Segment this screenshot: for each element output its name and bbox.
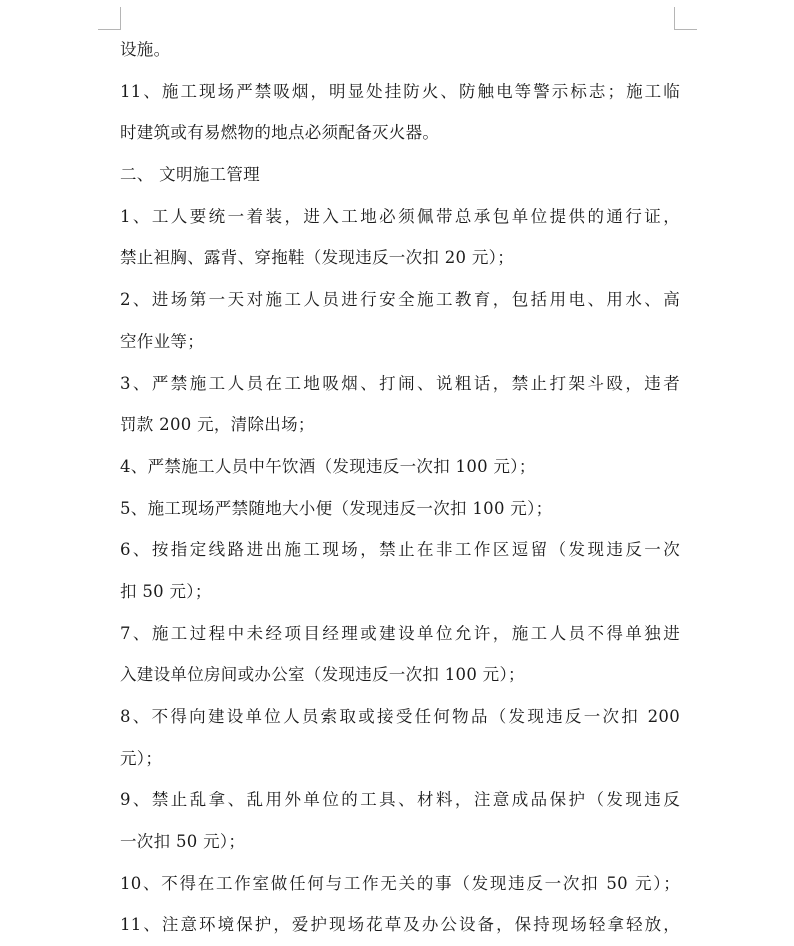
text-line: 空作业等；	[120, 331, 204, 351]
text-line: 1、工人要统一着装，进入工地必须佩带总承包单位提供的通行证，	[120, 206, 680, 226]
text-line: 2、进场第一天对施工人员进行安全施工教育，包括用电、用水、高	[120, 290, 680, 310]
text-line: 时建筑或有易燃物的地点必须配备灭火器。	[120, 123, 440, 143]
text-line: 6、按指定线路进出施工现场，禁止在非工作区逗留（发现违反一次	[120, 540, 680, 560]
text-line: 罚款 200 元，清除出场；	[120, 415, 315, 435]
text-line: 8、不得向建设单位人员索取或接受任何物品（发现违反一次扣 200	[120, 707, 680, 726]
margin-corner-mark-top-right	[674, 7, 697, 30]
text-line: 入建设单位房间或办公室（发现违反一次扣 100 元）；	[120, 665, 525, 685]
text-line: 9、禁止乱拿、乱用外单位的工具、材料，注意成品保护（发现违反	[120, 790, 680, 810]
text-line: 设施。	[120, 40, 171, 59]
document-body	[120, 29, 680, 946]
text-line: 一次扣 50 元）；	[120, 832, 246, 852]
text-line: 4、严禁施工人员中午饮酒（发现违反一次扣 100 元）；	[120, 456, 536, 476]
text-line: 扣 50 元）；	[120, 581, 212, 601]
text-line: 11、注意环境保护，爱护现场花草及办公设备，保持现场轻拿轻放，	[120, 915, 680, 935]
text-line: 11、施工现场严禁吸烟，明显处挂防火、防触电等警示标志；施工临	[120, 81, 680, 101]
margin-corner-mark-top-left	[98, 7, 121, 30]
text-line: 7、施工过程中未经项目经理或建设单位允许，施工人员不得单独进	[120, 623, 680, 643]
text-line: 10、不得在工作室做任何与工作无关的事（发现违反一次扣 50 元）；	[120, 873, 680, 893]
text-line: 5、施工现场严禁随地大小便（发现违反一次扣 100 元）；	[120, 498, 553, 518]
text-line: 二、 文明施工管理	[120, 165, 260, 185]
text-line: 3、严禁施工人员在工地吸烟、打闹、说粗话，禁止打架斗殴，违者	[120, 373, 680, 393]
text-line: 禁止袒胸、露背、穿拖鞋（发现违反一次扣 20 元）；	[120, 248, 515, 268]
text-line: 元）；	[120, 748, 163, 768]
